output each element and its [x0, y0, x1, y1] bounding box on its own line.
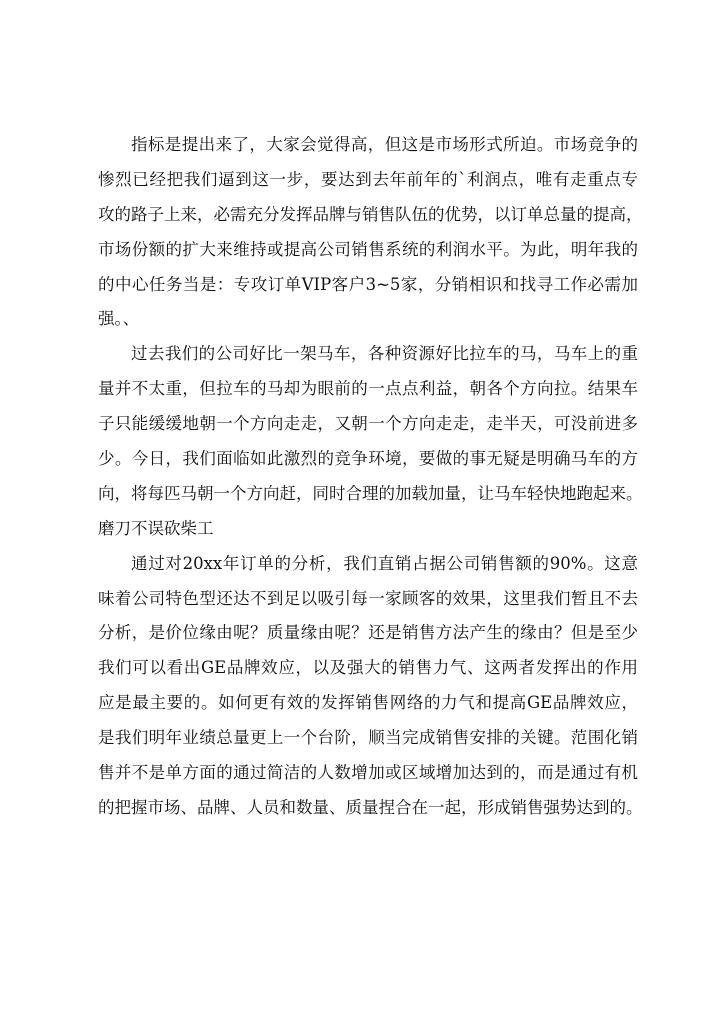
paragraph-1-line-1: 指标是提出来了，大家会觉得高，但这是市场形式所迫。市场竞争的: [131, 135, 638, 154]
paragraph-3-line-8: 的把握市场、品牌、人员和数量、质量捏合在一起，形成销售强势达到的。: [98, 797, 643, 817]
paragraph-2-line-6: 磨刀不误砍柴工: [98, 518, 214, 538]
paragraph-3-line-1: 通过对20xx年订单的分析，我们直销占据公司销售额的90%。这意: [131, 553, 638, 573]
paragraph-3-line-7: 售并不是单方面的通过简洁的人数增加或区域增加达到的，而是通过有机: [98, 763, 638, 783]
paragraph-3-line-5: 应是最主要的。如何更有效的发挥销售网络的力气和提高GE品牌效应，: [98, 693, 638, 713]
paragraph-1-line-5: 的中心任务当是：专攻订单VIP客户3~5家，分销相识和找寻工作必需加: [98, 274, 638, 294]
paragraph-1-line-3: 攻的路子上来，必需充分发挥品牌与销售队伍的优势，以订单总量的提高，: [98, 204, 643, 224]
paragraph-2-line-4: 少。今日，我们面临如此激烈的竞争环境，要做的事无疑是明确马车的方: [98, 449, 638, 469]
paragraph-1-line-2: 惨烈已经把我们逼到这一步，要达到去年前年的`利润点，唯有走重点专: [98, 169, 638, 189]
paragraph-2-line-3: 子只能缓缓地朝一个方向走走，又朝一个方向走走，走半天，可没前进多: [98, 414, 638, 434]
paragraph-1-line-4: 市场份额的扩大来维持或提高公司销售系统的利润水平。为此，明年我的: [98, 239, 638, 259]
paragraph-2-line-5: 向，将每匹马朝一个方向赶，同时合理的加载加量，让马车轻快地跑起来。: [98, 483, 643, 503]
paragraph-2-line-1: 过去我们的公司好比一架马车，各种资源好比拉车的马，马车上的重: [131, 344, 638, 364]
document-body: [98, 128, 643, 826]
paragraph-2-line-2: 量并不太重，但拉车的马却为眼前的一点点利益，朝各个方向拉。结果车: [98, 379, 638, 399]
paragraph-3-line-4: 我们可以看出GE品牌效应，以及强大的销售力气、这两者发挥出的作用: [98, 658, 638, 678]
paragraph-1-line-6: 强。、: [98, 309, 140, 329]
paragraph-3-line-2: 味着公司特色型还达不到足以吸引每一家顾客的效果，这里我们暂且不去: [98, 588, 638, 608]
paragraph-3-line-3: 分析，是价位缘由呢？质量缘由呢？还是销售方法产生的缘由？但是至少: [98, 623, 638, 643]
paragraph-3-line-6: 是我们明年业绩总量更上一个台阶，顺当完成销售安排的关键。范围化销: [98, 728, 638, 748]
